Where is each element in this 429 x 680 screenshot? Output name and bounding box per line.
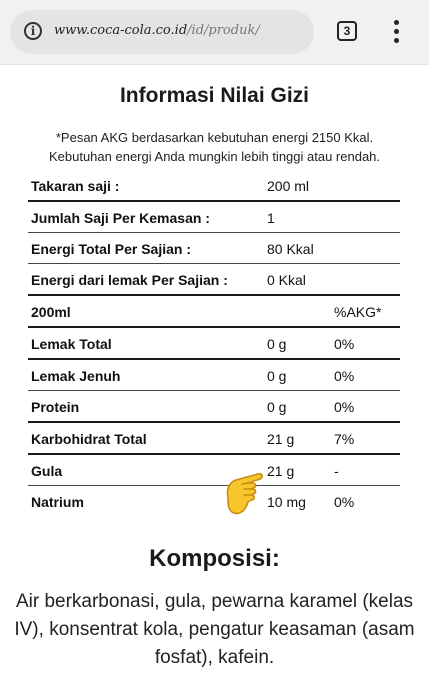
- table-row: [28, 360, 400, 391]
- row-label: Lemak Jenuh: [31, 368, 121, 384]
- address-bar[interactable]: [10, 10, 314, 54]
- row-value: 21 g: [267, 463, 295, 479]
- table-row: [28, 202, 400, 233]
- row-value: 10 mg: [267, 494, 306, 510]
- row-value: 21 g: [267, 431, 295, 447]
- table-row: [28, 423, 400, 455]
- row-label: 200ml: [31, 304, 71, 320]
- row-akg: 0%: [334, 494, 355, 510]
- more-vert-icon[interactable]: [386, 20, 406, 44]
- row-label: Energi dari lemak Per Sajian :: [31, 272, 228, 288]
- row-akg: 0%: [334, 399, 355, 415]
- url-domain: www.coca-cola.co.id: [54, 23, 188, 38]
- row-label: Gula: [31, 463, 63, 479]
- row-value: 0 g: [267, 368, 287, 384]
- row-value: 1: [267, 210, 275, 226]
- row-value: 80 Kkal: [267, 241, 314, 257]
- browser-toolbar: [0, 0, 429, 65]
- row-value: 0 g: [267, 399, 287, 415]
- akg-note-line1: *Pesan AKG berdasarkan kebutuhan energi 2150 Kkal.: [55, 130, 374, 145]
- table-row: [28, 264, 400, 296]
- table-row: [28, 486, 400, 516]
- row-label: Energi Total Per Sajian :: [31, 241, 192, 257]
- tab-switcher-button[interactable]: 3: [337, 21, 357, 41]
- row-akg: -: [334, 463, 339, 479]
- table-row: [28, 296, 400, 328]
- table-row: [28, 233, 400, 264]
- row-label: Jumlah Saji Per Kemasan :: [31, 210, 210, 226]
- row-label: Takaran saji :: [31, 178, 120, 194]
- row-value: 0 Kkal: [267, 272, 306, 288]
- row-akg: %AKG*: [334, 304, 382, 320]
- table-row: [28, 170, 400, 202]
- composition-title: Komposisi:: [149, 545, 280, 572]
- row-value: 200 ml: [267, 178, 310, 194]
- url-path: /id/produk/: [187, 23, 260, 38]
- page-title: Informasi Nilai Gizi: [119, 84, 310, 107]
- row-akg: 0%: [334, 368, 355, 384]
- row-akg: 7%: [334, 431, 355, 447]
- row-akg: 0%: [334, 336, 355, 352]
- pointing-hand-icon: [222, 468, 268, 520]
- nutrition-table: [28, 170, 400, 516]
- row-label: Natrium: [31, 494, 84, 510]
- row-label: Protein: [31, 399, 80, 415]
- row-value: 0 g: [267, 336, 287, 352]
- table-row: [28, 328, 400, 360]
- url-text[interactable]: [54, 23, 260, 38]
- akg-note: [0, 128, 429, 166]
- info-icon[interactable]: i: [24, 22, 42, 40]
- composition-text: Air berkarbonasi, gula, pewarna karamel (kelas IV), konsentrat kola, pengatur keasaman (asam fosfat), kafein.: [14, 591, 415, 668]
- row-label: Karbohidrat Total: [31, 431, 147, 447]
- table-row: [28, 455, 400, 486]
- akg-note-line2: Kebutuhan energi Anda mungkin lebih tinggi atau rendah.: [48, 149, 381, 164]
- table-row: [28, 391, 400, 423]
- row-label: Lemak Total: [31, 336, 112, 352]
